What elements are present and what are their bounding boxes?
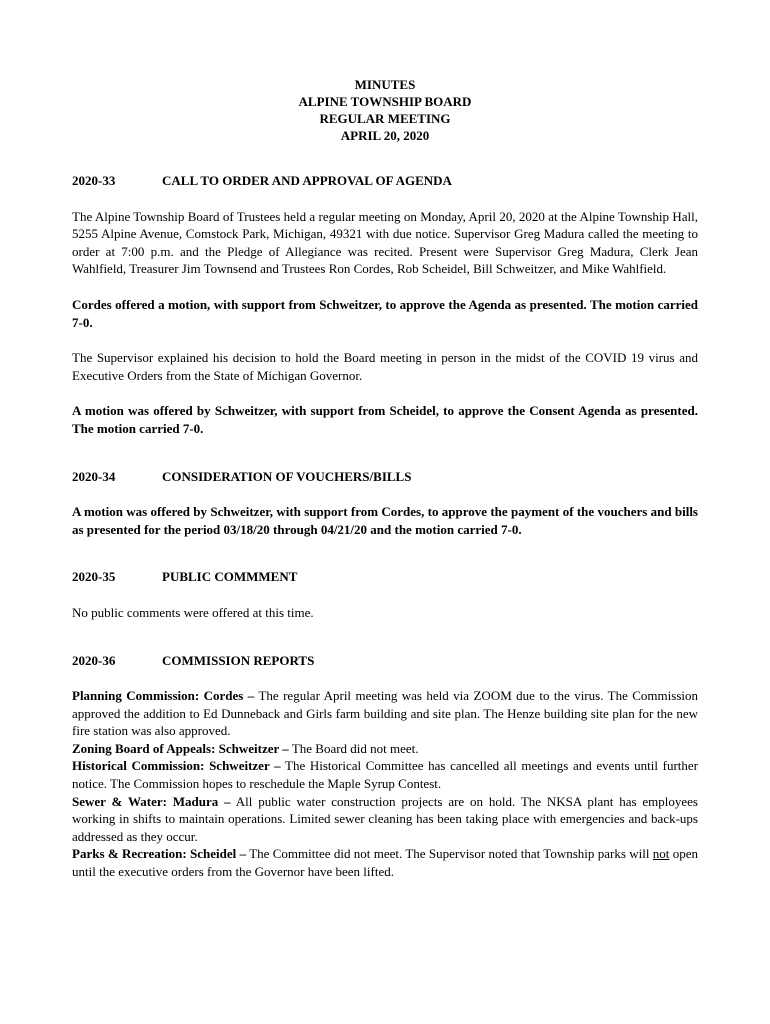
section-heading-2020-33 bbox=[72, 172, 698, 190]
report-sewer-water bbox=[72, 793, 698, 846]
section-title: CALL TO ORDER AND APPROVAL OF AGENDA bbox=[162, 173, 452, 188]
document-page bbox=[72, 76, 698, 881]
section-title: PUBLIC COMMMENT bbox=[162, 569, 298, 585]
report-zoning-board bbox=[72, 740, 698, 758]
paragraph-public-comment: No public comments were offered at this time. bbox=[72, 604, 314, 620]
report-historical-commission bbox=[72, 757, 698, 792]
motion-approve-agenda: Cordes offered a motion, with support from Schweitzer, to approve the Agenda as presented. The motion carried 7-0. bbox=[72, 296, 698, 330]
section-title: CONSIDERATION OF VOUCHERS/BILLS bbox=[162, 468, 412, 484]
header-line-1: MINUTES bbox=[354, 77, 416, 92]
section-heading-2020-35 bbox=[72, 568, 698, 586]
report-label: Historical Commission: Schweitzer – bbox=[72, 758, 281, 774]
motion-vouchers-bills: A motion was offered by Schweitzer, with support from Cordes, to approve the payment of the vouchers and bills as presented for the period 03/18/20 through 04/21/20 and the motion carried 7-0. bbox=[72, 504, 698, 537]
header-line-2: ALPINE TOWNSHIP BOARD bbox=[298, 94, 472, 109]
report-text: The Committee did not meet. The Supervisor noted that Township parks will bbox=[246, 846, 653, 862]
report-label: Planning Commission: Cordes – bbox=[72, 688, 255, 704]
report-text-underlined: not bbox=[652, 846, 670, 862]
paragraph-covid-explanation: The Supervisor explained his decision to hold the Board meeting in person in the midst of the COVID 19 virus and Executive Orders from the State of Michigan Governor. bbox=[72, 350, 698, 383]
document-header bbox=[72, 76, 698, 144]
section-number: 2020-34 bbox=[72, 468, 116, 484]
section-number: 2020-36 bbox=[72, 652, 116, 668]
section-number: 2020-35 bbox=[72, 569, 116, 585]
report-label: Sewer & Water: Madura – bbox=[72, 793, 231, 809]
report-text: The regular April meeting was held via ZOOM due to the virus. The Commission approved the addition to Ed Dunneback and Girls farm building and site plan. The Henze building site plan for the new fire station was also approved. bbox=[72, 688, 698, 739]
report-text: The Board did not meet. bbox=[288, 740, 419, 756]
header-line-4: APRIL 20, 2020 bbox=[340, 128, 430, 143]
section-title: COMMISSION REPORTS bbox=[162, 652, 315, 668]
report-label: Zoning Board of Appeals: Schweitzer – bbox=[72, 740, 289, 756]
section-number: 2020-33 bbox=[72, 173, 116, 188]
report-planning-commission bbox=[72, 687, 698, 740]
section-heading-2020-36 bbox=[72, 652, 698, 670]
section-heading-2020-34 bbox=[72, 468, 698, 486]
report-text: The Historical Committee has cancelled all meetings and events until further notice. The Commission hopes to reschedule the Maple Syrup Contest. bbox=[72, 758, 698, 792]
report-text: All public water construction projects are on hold. The NKSA plant has employees working in shifts to maintain operations. Limited sewer cleaning has been taking place with emergencies and back-ups addressed as they occur. bbox=[72, 793, 698, 844]
motion-consent-agenda: A motion was offered by Schweitzer, with support from Scheidel, to approve the Consent Agenda as presented. The motion carried 7-0. bbox=[72, 403, 698, 436]
report-label: Parks & Recreation: Scheidel – bbox=[72, 846, 247, 862]
paragraph-meeting-opening: The Alpine Township Board of Trustees held a regular meeting on Monday, April 20, 2020 at the Alpine Township Hall, 5255 Alpine Avenue, Comstock Park, Michigan, 49321 with due notice. Supervisor Greg Madura called the meeting to order at 7:00 p.m. and the Pledge of Allegiance was recited. Present were Supervisor Greg Madura, Clerk Jean Wahlfield, Treasurer Jim Townsend and Trustees Ron Cordes, Rob Scheidel, Bill Schweitzer, and Mike Wahlfield. bbox=[72, 208, 698, 277]
report-parks-recreation bbox=[72, 845, 698, 880]
header-line-3: REGULAR MEETING bbox=[319, 111, 451, 126]
report-text: open until the executive orders from the Governor have been lifted. bbox=[72, 846, 699, 880]
